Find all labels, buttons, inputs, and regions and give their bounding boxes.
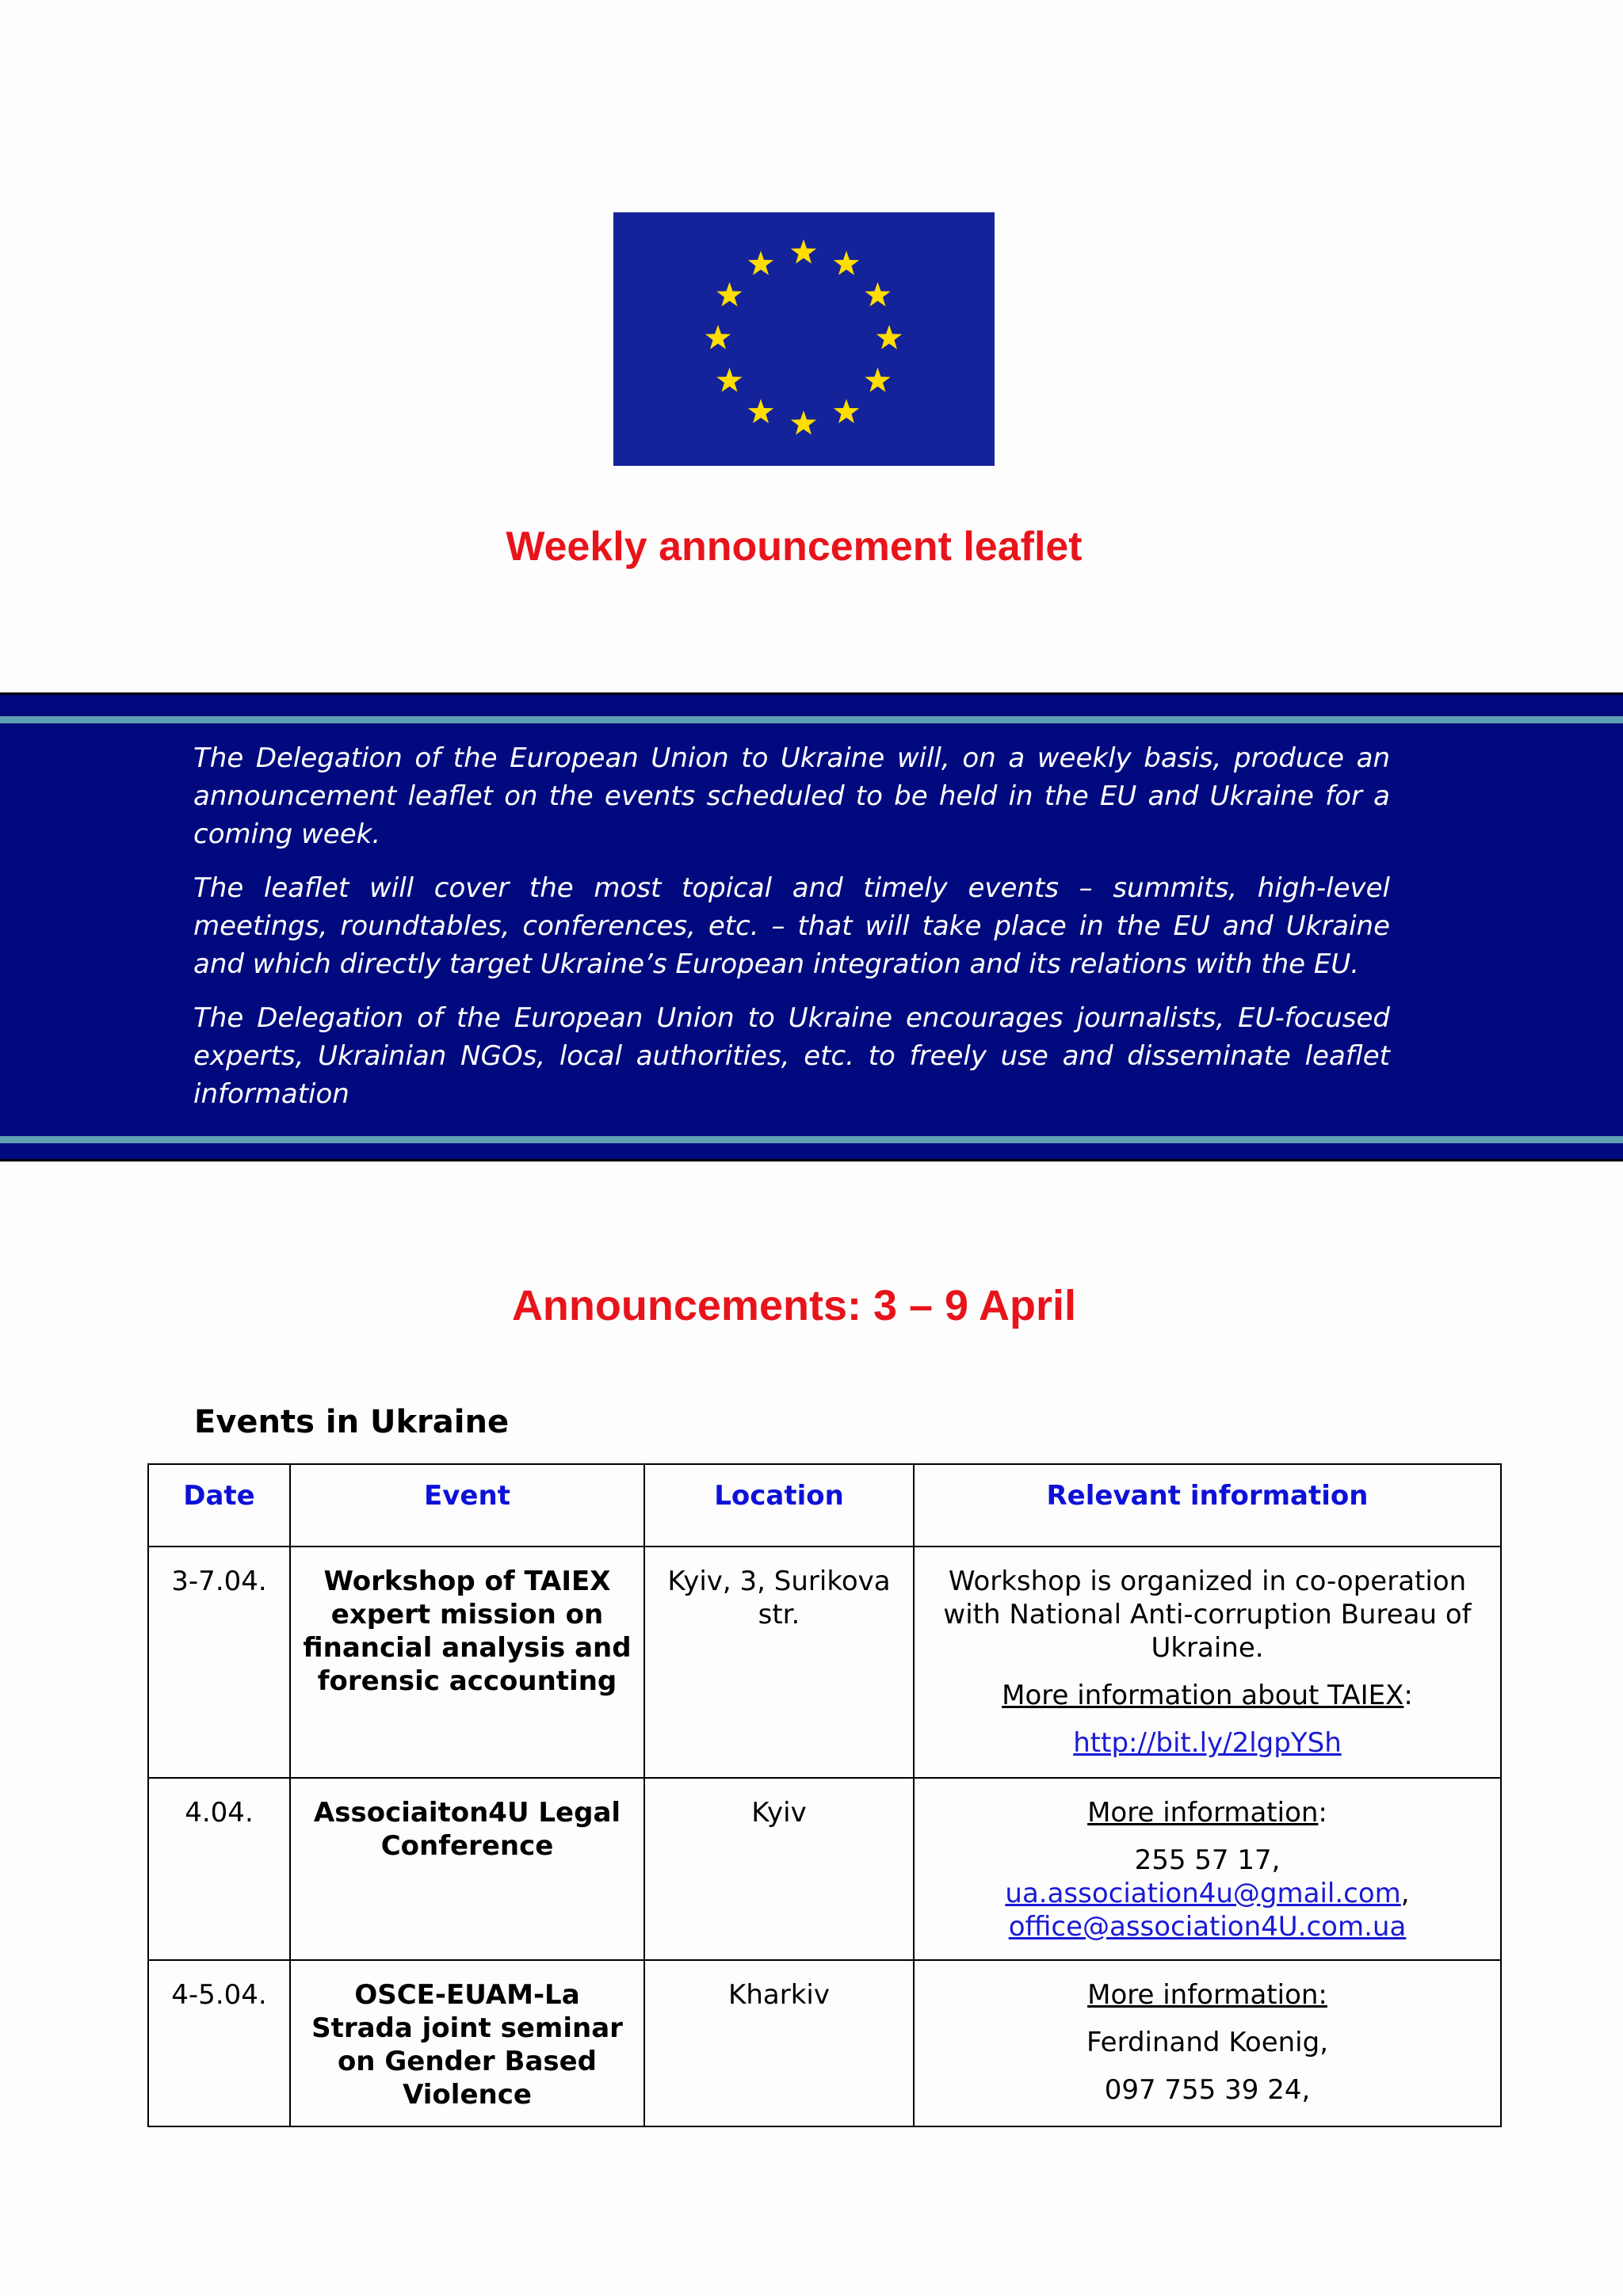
column-header-date: Date — [148, 1464, 290, 1547]
more-info-label: More information: — [1087, 1979, 1327, 2011]
banner-stripe-top — [0, 716, 1623, 723]
banner-paragraph: The Delegation of the European Union to Ukraine encourages journalists, EU-focused experts, Ukrainian NGOs, local authorities, etc. to freely use and disseminate leaflet information — [193, 1002, 1390, 1110]
cell-location: Kyiv, 3, Surikova str. — [644, 1547, 914, 1778]
cell-info — [914, 1960, 1501, 2126]
star-icon — [791, 410, 816, 435]
banner-paragraph: The leaflet will cover the most topical and timely events – summits, high-level meetings, roundtables, conferences, etc. – that will take place in the EU and Ukraine and which directly target Ukraine’s European integration and its relations with the EU. — [193, 872, 1390, 980]
taiex-link[interactable]: http://bit.ly/2lgpYSh — [1073, 1727, 1342, 1759]
link-line — [926, 1726, 1489, 1760]
column-header-info: Relevant information — [914, 1464, 1501, 1547]
cell-event: Workshop of TAIEX expert mission on financial analysis and forensic accounting — [290, 1547, 644, 1778]
star-icon — [834, 399, 859, 424]
banner-paragraph: The Delegation of the European Union to Ukraine will, on a weekly basis, produce an announcement leaflet on the events scheduled to be held in the EU and Ukraine for a coming week. — [193, 742, 1390, 850]
events-in-ukraine-heading: Events in Ukraine — [194, 1404, 510, 1440]
cell-info — [914, 1778, 1501, 1960]
eu-stars-circle — [613, 212, 995, 466]
banner-text — [193, 739, 1390, 1129]
star-icon — [705, 325, 731, 349]
table-row — [148, 1547, 1501, 1778]
star-icon — [716, 368, 742, 392]
star-icon — [865, 368, 890, 392]
star-icon — [716, 282, 742, 307]
cell-date: 4-5.04. — [148, 1960, 290, 2126]
table-row — [148, 1778, 1501, 1960]
more-info-label: More information — [1087, 1797, 1319, 1829]
table-header-row — [148, 1464, 1501, 1547]
cell-location: Kharkiv — [644, 1960, 914, 2126]
cell-date: 4.04. — [148, 1778, 290, 1960]
email-link[interactable]: ua.association4u@gmail.com — [1005, 1878, 1401, 1909]
star-icon — [865, 282, 890, 307]
announcements-title: Announcements: 3 – 9 April — [511, 1282, 1077, 1329]
banner-stripe-bottom — [0, 1136, 1623, 1143]
info-text: Workshop is organized in co-operation with National Anti-corruption Bureau of Ukraine. — [943, 1566, 1472, 1664]
contact-block — [926, 1844, 1489, 1943]
more-info-line — [926, 1796, 1489, 1829]
events-table — [147, 1463, 1502, 2127]
star-icon — [791, 239, 816, 264]
intro-banner — [0, 692, 1623, 1161]
cell-date: 3-7.04. — [148, 1547, 290, 1778]
cell-location: Kyiv — [644, 1778, 914, 1960]
leaflet-title: Weekly announcement leaflet — [506, 524, 1083, 570]
more-info-line — [926, 1679, 1489, 1712]
cell-info — [914, 1547, 1501, 1778]
star-icon — [748, 399, 773, 424]
cell-event: OSCE-EUAM-La Strada joint seminar on Gender Based Violence — [290, 1960, 644, 2126]
eu-flag — [613, 212, 995, 466]
more-info-line — [926, 1978, 1489, 2012]
star-icon — [876, 325, 902, 349]
column-header-event: Event — [290, 1464, 644, 1547]
colon: : — [1403, 1680, 1413, 1711]
comma: , — [1400, 1878, 1410, 1909]
email-link[interactable]: office@association4U.com.ua — [1008, 1911, 1407, 1943]
table-row — [148, 1960, 1501, 2126]
more-info-label: More information about TAIEX — [1002, 1680, 1404, 1711]
column-header-location: Location — [644, 1464, 914, 1547]
phone-number: 255 57 17, — [1134, 1844, 1281, 1876]
star-icon — [834, 251, 859, 276]
colon: : — [1318, 1797, 1327, 1829]
star-icon — [748, 251, 773, 276]
contact-name: Ferdinand Koenig, — [1086, 2027, 1329, 2058]
cell-event: Associaiton4U Legal Conference — [290, 1778, 644, 1960]
phone-number: 097 755 39 24, — [1104, 2074, 1311, 2106]
